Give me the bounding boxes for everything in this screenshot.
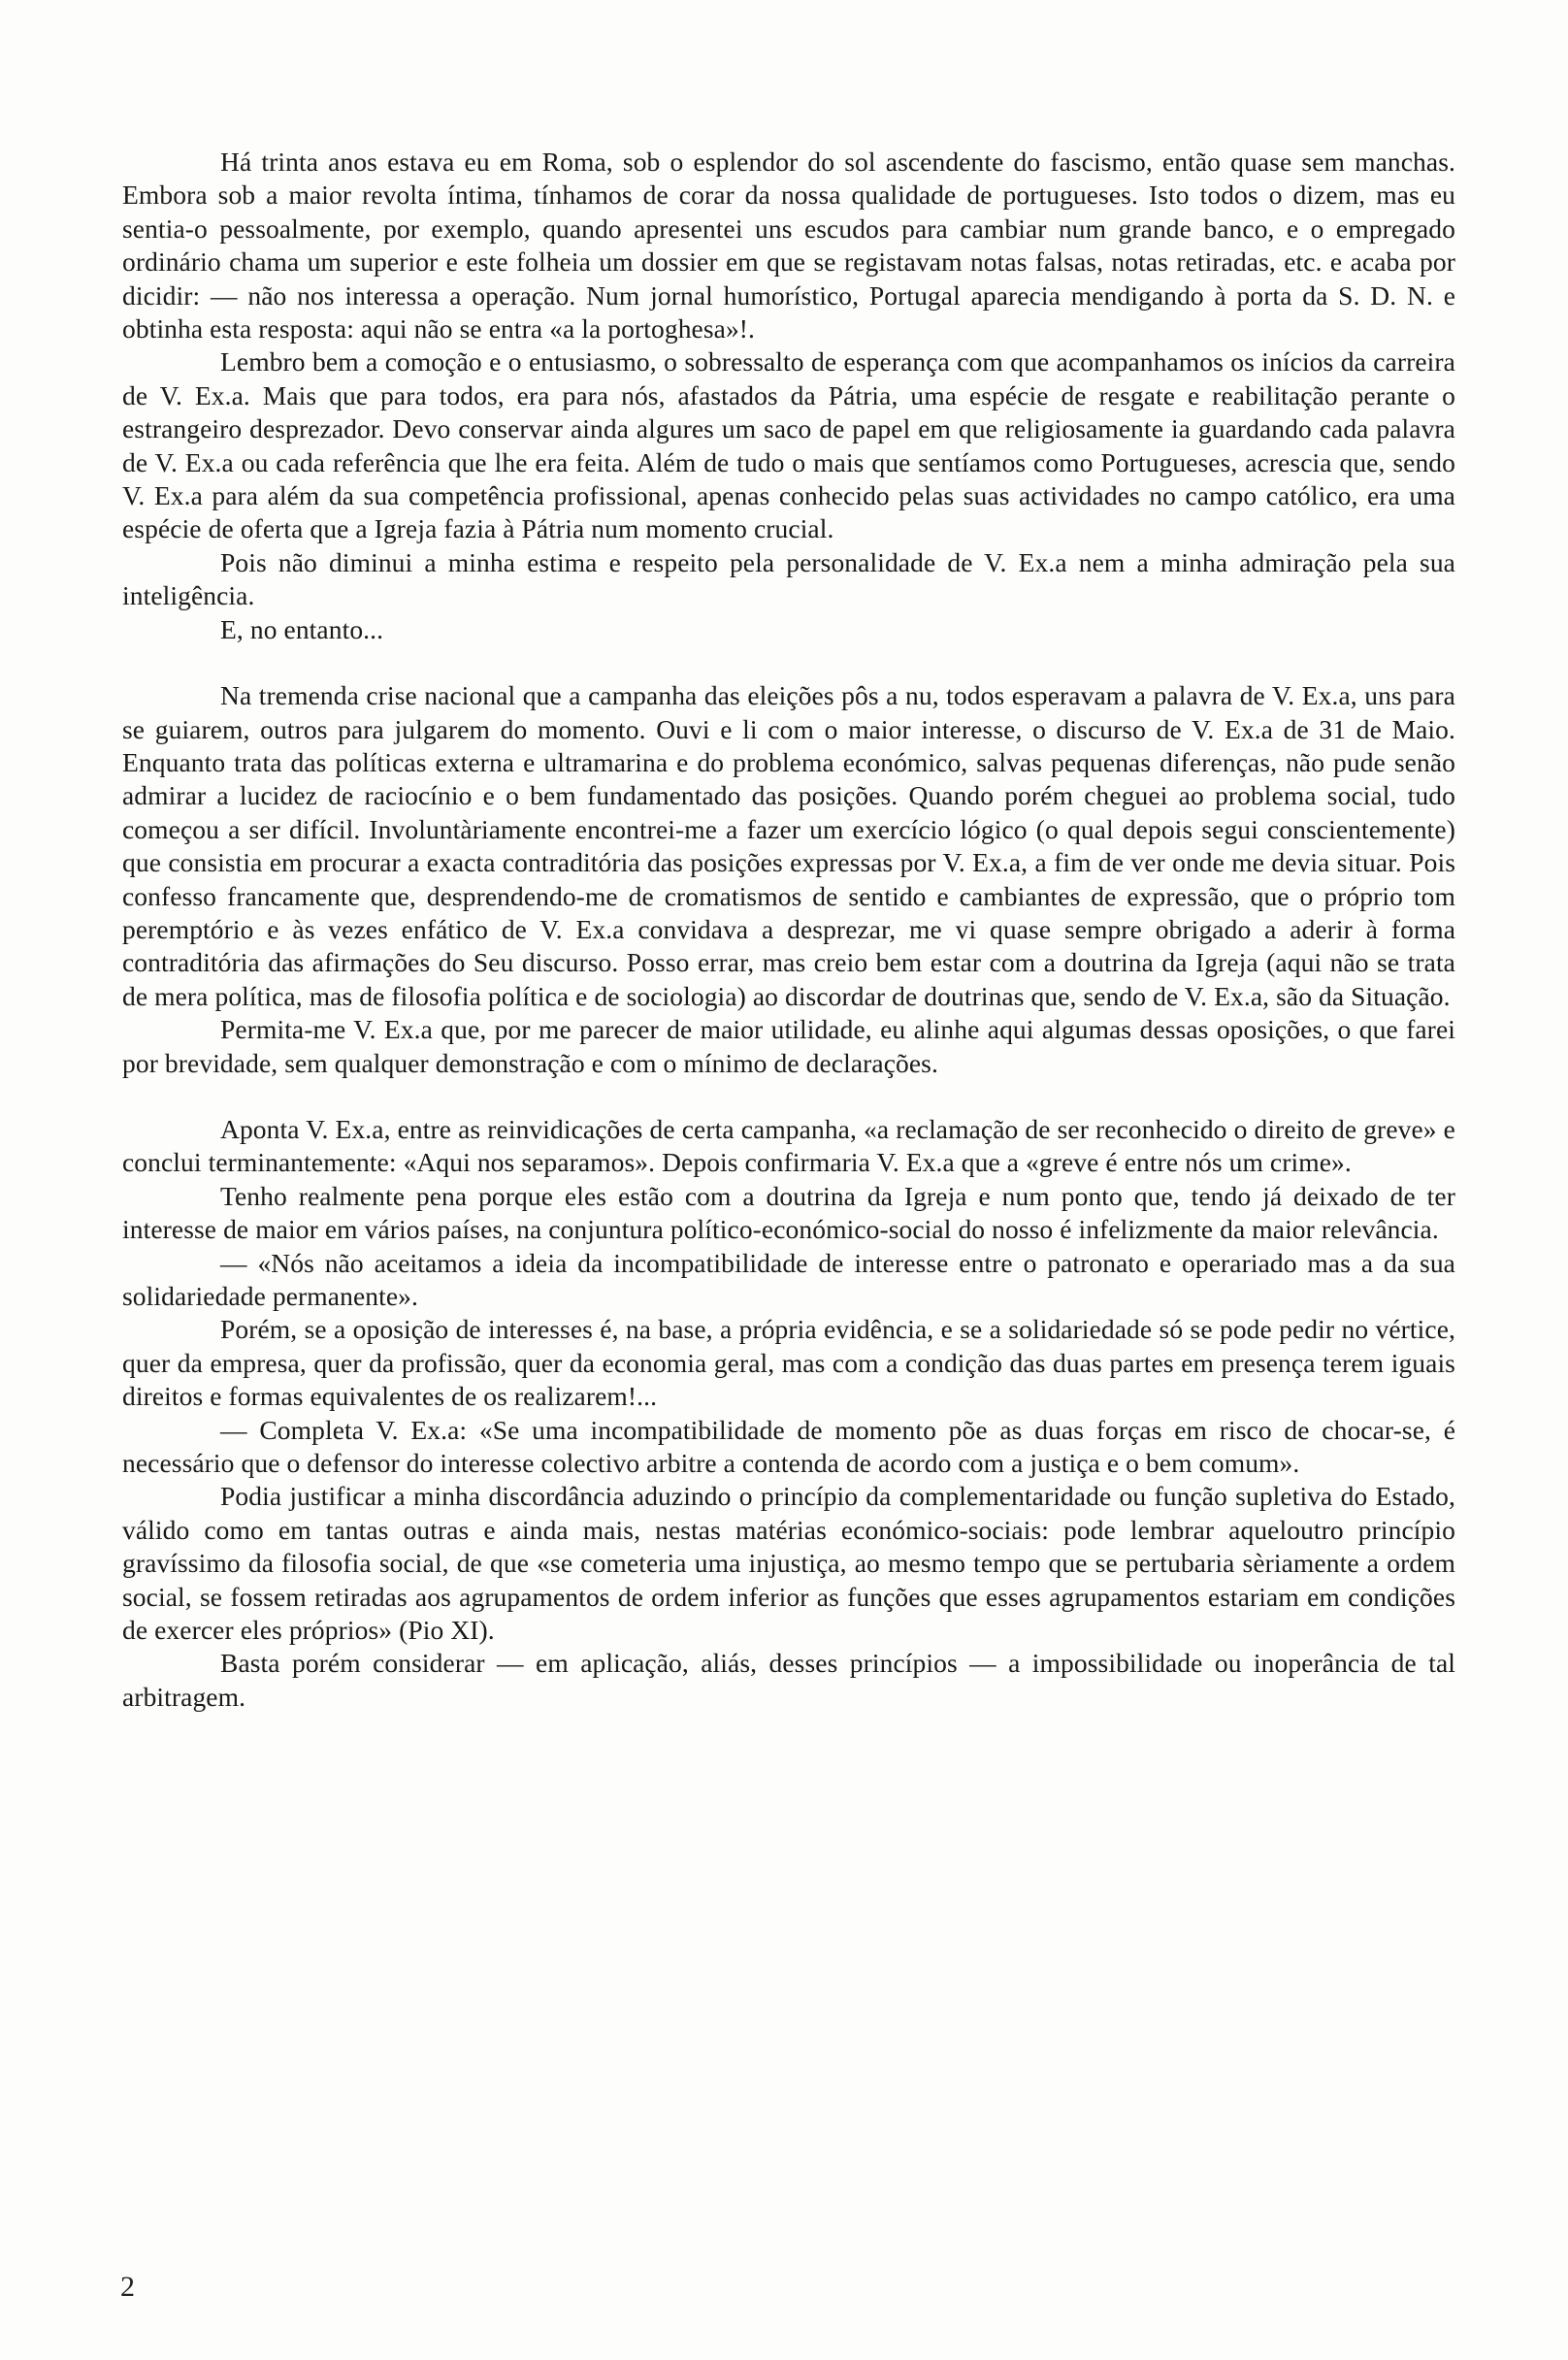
paragraph: Porém, se a oposição de interesses é, na base, a própria evidência, e se a solidariedade só se pode pedir no vértice, quer da empresa, quer da profissão, quer da economia geral, mas com a condição das duas partes em presença terem iguais direitos e formas equivalentes de os realizarem!... [122,1314,1455,1412]
paragraph: Tenho realmente pena porque eles estão com a doutrina da Igreja e num ponto que, tendo já deixado de ter interesse de maior em vários países, na conjuntura político-económico-social do nosso é infelizmente da maior relevância. [122,1180,1455,1245]
paragraph: Aponta V. Ex.a, entre as reinvidicações de certa campanha, «a reclamação de ser reconhecido o direito de greve» e conclui terminantemente: «Aqui nos separamos». Depois confirmaria V. Ex.a que a «greve é entre nós um crime». [122,1113,1455,1178]
paragraph: Basta porém considerar — em aplicação, aliás, desses princípios — a impossibilidade ou inoperância de tal arbitragem. [122,1648,1455,1712]
paragraph: Lembro bem a comoção e o entusiasmo, o sobressalto de esperança com que acompanhamos os inícios da carreira de V. Ex.a. Mais que para todos, era para nós, afastados da Pátria, uma espécie de resgate e reabilitação perante o estrangeiro desprezador. Devo conservar ainda algures um saco de papel em que religiosamente ia guardando cada palavra de V. Ex.a ou cada referência que lhe era feita. Além de tudo o mais que sentíamos como Portugueses, acrescia que, sendo V. Ex.a para além da sua competência profissional, apenas conhecido pelas suas actividades no campo católico, era uma espécie de oferta que a Igreja fazia à Pátria num momento crucial. [122,346,1455,544]
paragraph: — Completa V. Ex.a: «Se uma incompatibilidade de momento põe as duas forças em risco de chocar-se, é necessário que o defensor do interesse colectivo arbitre a contenda de acordo com a justiça e o bem comum». [122,1414,1455,1479]
body-text [122,146,1455,1714]
page-number: 2 [120,2271,135,2303]
paragraph: Podia justificar a minha discordância aduzindo o princípio da complementaridade ou função supletiva do Estado, válido como em tantas outras e ainda mais, nestas matérias económico-sociais: pode lembrar aqueloutro princípio gravíssimo da filosofia social, de que «se cometeria uma injustiça, ao mesmo tempo que se pertubaria sèriamente a ordem social, se fossem retiradas aos agrupamentos de ordem inferior as funções que esses agrupamentos estariam em condições de exercer eles próprios» (Pio XI). [122,1481,1455,1646]
paragraph: Há trinta anos estava eu em Roma, sob o esplendor do sol ascendente do fascismo, então quase sem manchas. Embora sob a maior revolta íntima, tínhamos de corar da nossa qualidade de portugueses. Isto todos o dizem, mas eu sentia-o pessoalmente, por exemplo, quando apresentei uns escudos para cambiar num grande banco, e o empregado ordinário chama um superior e este folheia um dossier em que se registavam notas falsas, notas retiradas, etc. e acaba por dicidir: — não nos interessa a operação. Num jornal humorístico, Portugal aparecia mendigando à porta da S. D. N. e obtinha esta resposta: aqui não se entra «a la portoghesa»!. [122,147,1455,344]
paragraph: Pois não diminui a minha estima e respeito pela personalidade de V. Ex.a nem a minha admiração pela sua inteligência. [122,546,1455,611]
paragraph: — «Nós não aceitamos a ideia da incompatibilidade de interesse entre o patronato e operariado mas a da sua solidariedade permanente». [122,1247,1455,1311]
paragraph: E, no entanto... [220,613,384,644]
paragraph: Permita-me V. Ex.a que, por me parecer de maior utilidade, eu alinhe aqui algumas dessas oposições, o que farei por brevidade, sem qualquer demonstração e com o mínimo de declarações. [122,1014,1455,1078]
paragraph: Na tremenda crise nacional que a campanha das eleições pôs a nu, todos esperavam a palavra de V. Ex.a, uns para se guiarem, outros para julgarem do momento. Ouvi e li com o maior interesse, o discurso de V. Ex.a de 31 de Maio. Enquanto trata das políticas externa e ultramarina e do problema económico, salvas pequenas diferenças, não pude senão admirar a lucidez de raciocínio e o bem fundamentado das posições. Quando porém cheguei ao problema social, tudo começou a ser difícil. Involuntàriamente encontrei-me a fazer um exercício lógico (o qual depois segui conscientemente) que consistia em procurar a exacta contraditória das posições expressas por V. Ex.a, a fim de ver onde me devia situar. Pois confesso francamente que, desprendendo-me de cromatismos de sentido e cambiantes de expressão, que o próprio tom peremptório e às vezes enfático de V. Ex.a convidava a desprezar, me vi quase sempre obrigado a aderir à forma contraditória das afirmações do Seu discurso. Posso errar, mas creio bem estar com a doutrina da Igreja (aqui não se trata de mera política, mas de filosofia política e de sociologia) ao discordar de doutrinas que, sendo de V. Ex.a, são da Situação. [122,680,1455,1011]
